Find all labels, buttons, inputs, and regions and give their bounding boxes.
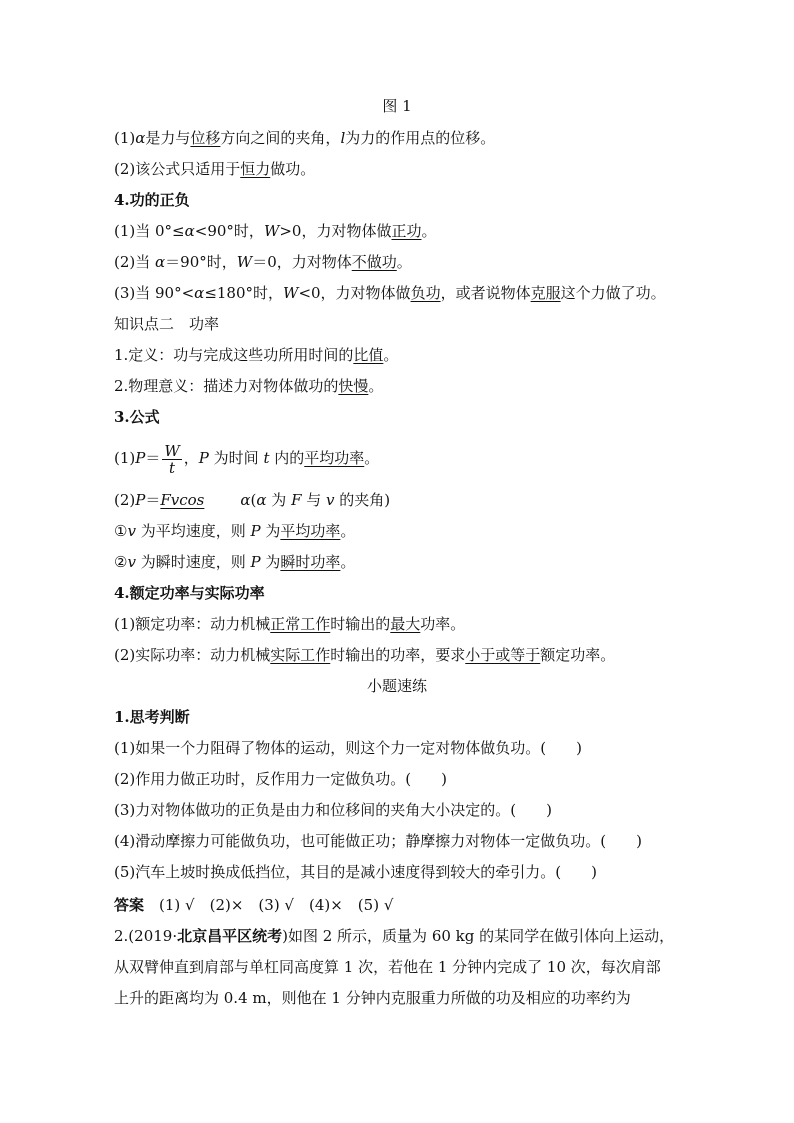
underlined-term: 恒力 — [240, 160, 271, 178]
fraction-numerator: W — [164, 441, 180, 460]
underlined-term: 实际工作 — [270, 646, 331, 664]
fraction-w-over-t — [162, 443, 181, 476]
text: 为 — [260, 522, 281, 540]
text: (1) — [114, 129, 136, 147]
text: 2.(2019· — [114, 927, 178, 945]
section-heading-sign-of-work: 4.功的正负 — [114, 191, 190, 209]
text: >0，力对物体做 — [279, 222, 392, 240]
text: ＝ — [145, 491, 161, 509]
text: 。 — [364, 449, 380, 467]
v-symbol: v — [127, 522, 136, 540]
alpha-symbol: α — [135, 129, 146, 147]
text: 与 — [301, 491, 327, 509]
text: 。 — [396, 253, 412, 271]
figure-caption: 图 1 — [382, 97, 412, 115]
section-heading-formula: 3.公式 — [114, 408, 160, 426]
v-symbol: v — [127, 553, 136, 571]
text: (2) — [114, 491, 136, 509]
underlined-term: 最大 — [390, 615, 421, 633]
judge-heading: 1.思考判断 — [114, 708, 190, 726]
text: ＝0，力对物体 — [252, 253, 352, 271]
question-source: 北京昌平区统考 — [177, 927, 283, 945]
text: 为平均速度，则 — [135, 522, 251, 540]
sign-case-2 — [114, 252, 412, 272]
text: 为 — [266, 491, 292, 509]
judge-item-3: (3)力对物体做功的正负是由力和位移间的夹角大小决定的。( ) — [114, 801, 552, 819]
underlined-term: 小于或等于 — [465, 646, 541, 664]
text: 方向之间的夹角， — [220, 129, 341, 147]
text: (3)当 90°< — [114, 284, 195, 302]
text: ， — [183, 449, 199, 467]
text: 为瞬时速度，则 — [135, 553, 251, 571]
question-2-line-2: 从双臂伸直到肩部与单杠同高度算 1 次，若他在 1 分钟内完成了 10 次，每次肩部 — [114, 958, 661, 976]
underlined-term: 位移 — [190, 129, 221, 147]
alpha-symbol: α — [194, 284, 205, 302]
judge-item-5: (5)汽车上坡时换成低挡位，其目的是减小速度得到较大的牵引力。( ) — [114, 863, 597, 881]
power-meaning — [114, 376, 383, 396]
text: )如图 2 所示，质量为 60 kg 的某同学在做引体向上运动， — [282, 927, 675, 945]
question-2-line-1 — [114, 926, 674, 946]
text: ② — [114, 553, 128, 571]
p-symbol: P — [198, 449, 209, 467]
formula-fvcos — [114, 490, 390, 510]
underlined-term: 正常工作 — [270, 615, 331, 633]
practice-heading: 小题速练 — [366, 677, 427, 695]
note-1 — [114, 128, 495, 148]
alpha-symbol: α — [240, 491, 251, 509]
answer-line — [114, 895, 393, 915]
text: 内的 — [269, 449, 305, 467]
average-velocity-case — [114, 521, 355, 541]
text: ，或者说物体 — [440, 284, 531, 302]
underlined-formula — [160, 491, 240, 509]
text: 做功。 — [270, 160, 316, 178]
underlined-term: 快慢 — [338, 377, 369, 395]
sign-case-1 — [114, 221, 437, 241]
text: (1)额定功率：动力机械 — [114, 615, 271, 633]
text: 为时间 — [208, 449, 264, 467]
text: ＝90°时， — [165, 253, 237, 271]
underlined-term: 负功 — [410, 284, 441, 302]
underlined-term: 比值 — [353, 346, 384, 364]
text: 。 — [340, 553, 356, 571]
text: 。 — [383, 346, 399, 364]
w-symbol: W — [236, 253, 253, 271]
section-heading-rated-power: 4.额定功率与实际功率 — [114, 584, 265, 602]
knowledge-point-heading: 知识点二 功率 — [114, 315, 220, 333]
p-symbol: P — [250, 522, 261, 540]
underlined-term: 不做功 — [351, 253, 397, 271]
note-2 — [114, 159, 315, 179]
t-symbol: t — [263, 449, 270, 467]
underlined-term: 克服 — [530, 284, 561, 302]
formula-average-power — [114, 440, 379, 476]
text: <0，力对物体做 — [298, 284, 411, 302]
text: 。 — [368, 377, 384, 395]
answer-label: 答案 — [114, 896, 145, 914]
text: (2)该公式只适用于 — [114, 160, 241, 178]
alpha-symbol: α — [155, 253, 166, 271]
question-2-line-3: 上升的距离均为 0.4 m，则他在 1 分钟内克服重力所做的功及相应的功率约为 — [114, 989, 631, 1007]
text: 时输出的 — [330, 615, 391, 633]
text: 是力与 — [145, 129, 191, 147]
p-symbol: P — [250, 553, 261, 571]
text: 1.定义：功与完成这些功所用时间的 — [114, 346, 354, 364]
text: (2)实际功率：动力机械 — [114, 646, 271, 664]
text: 这个力做了功。 — [560, 284, 666, 302]
l-symbol: l — [340, 129, 346, 147]
text: 为 — [260, 553, 281, 571]
sign-case-3 — [114, 283, 666, 303]
text: 功率。 — [420, 615, 466, 633]
alpha-symbol: α — [184, 222, 195, 240]
f-symbol: F — [291, 491, 302, 509]
text: (1) — [114, 449, 136, 467]
text: 。 — [340, 522, 356, 540]
text: 的夹角) — [334, 491, 391, 509]
instant-velocity-case — [114, 552, 355, 572]
text: 为力的作用点的位移。 — [345, 129, 496, 147]
text: (2)当 — [114, 253, 156, 271]
text: ≤180°时， — [204, 284, 284, 302]
alpha-symbol: α — [256, 491, 267, 509]
rated-power — [114, 614, 465, 634]
judge-item-1: (1)如果一个力阻碍了物体的运动，则这个力一定对物体做负功。( ) — [114, 739, 582, 757]
text: ＝ — [145, 449, 161, 467]
underlined-term: 平均功率 — [280, 522, 341, 540]
text: (1)当 0°≤ — [114, 222, 185, 240]
text: 2.物理意义：描述力对物体做功的 — [114, 377, 339, 395]
text: ① — [114, 522, 128, 540]
w-symbol: W — [283, 284, 299, 302]
w-symbol: W — [263, 222, 280, 240]
v-symbol: v — [326, 491, 335, 509]
text: <90°时， — [194, 222, 264, 240]
fvcos-text: Fvcos — [160, 491, 205, 509]
p-symbol: P — [135, 449, 146, 467]
text: 额定功率。 — [540, 646, 616, 664]
text: 。 — [421, 222, 437, 240]
text: ( — [250, 491, 257, 509]
underlined-term: 正功 — [391, 222, 422, 240]
underlined-term: 平均功率 — [304, 449, 365, 467]
text: 时输出的功率，要求 — [330, 646, 466, 664]
judge-item-2: (2)作用力做正功时，反作用力一定做负功。( ) — [114, 770, 447, 788]
answer-text: (1) √ (2)× (3) √ (4)× (5) √ — [159, 896, 394, 914]
fraction-denominator: t — [169, 458, 176, 477]
p-symbol: P — [135, 491, 146, 509]
actual-power — [114, 645, 615, 665]
power-definition — [114, 345, 398, 365]
judge-item-4: (4)滑动摩擦力可能做负功，也可能做正功；静摩擦力对物体一定做负功。( ) — [114, 832, 642, 850]
underlined-term: 瞬时功率 — [280, 553, 341, 571]
